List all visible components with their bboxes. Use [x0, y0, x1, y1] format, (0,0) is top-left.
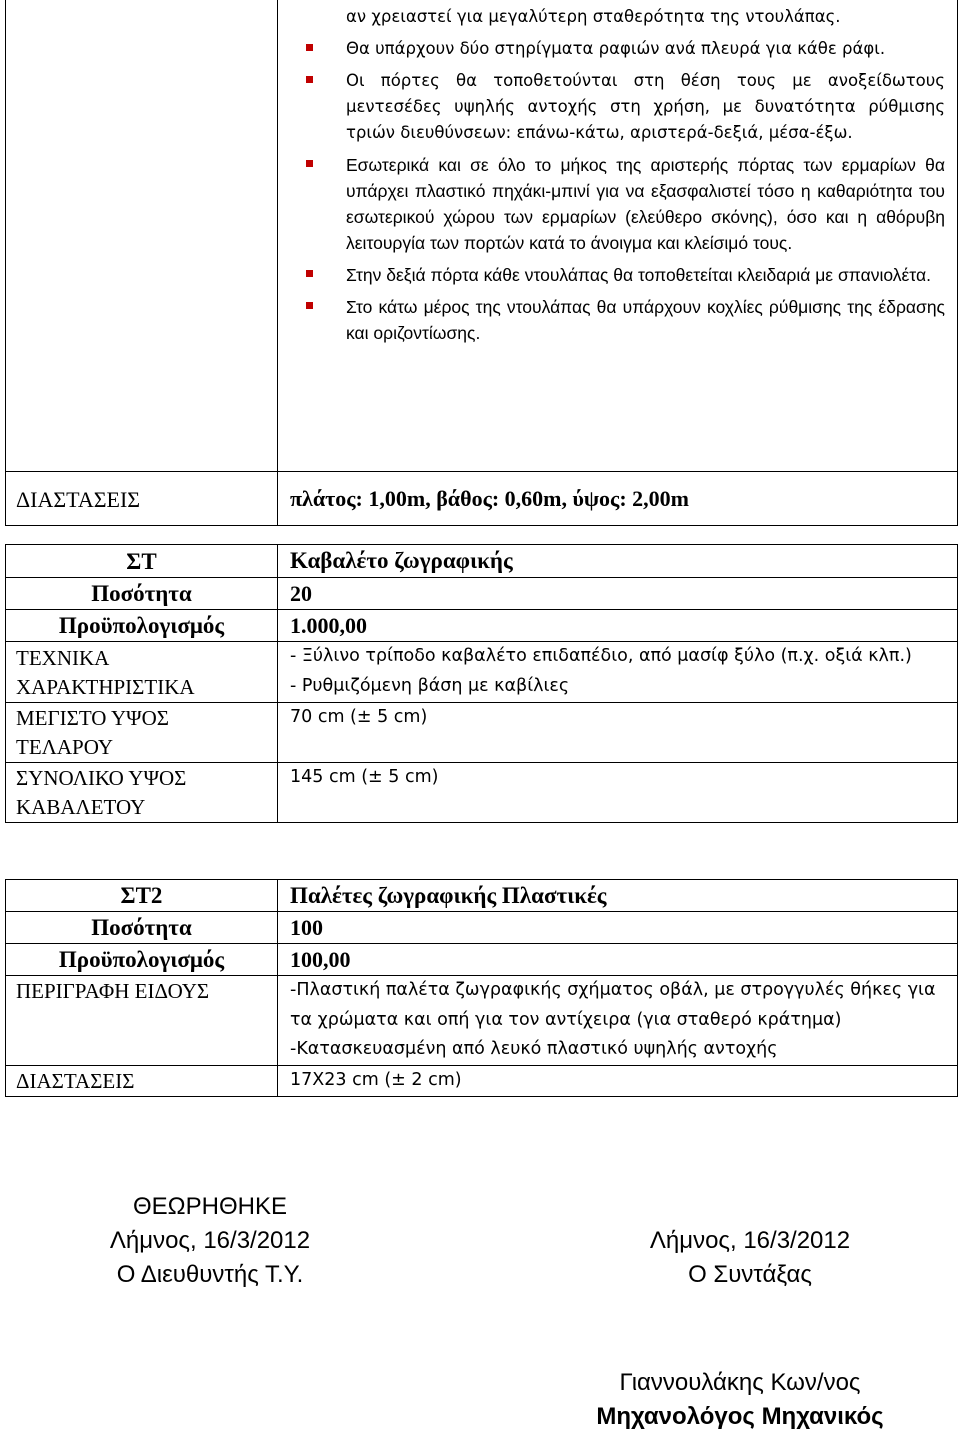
- total-height-value: 145 cm (± 5 cm): [278, 763, 958, 823]
- approval-heading: ΘΕΩΡΗΘΗΚΕ: [133, 1193, 287, 1220]
- item-title: Καβαλέτο ζωγραφικής: [278, 545, 958, 578]
- description-list: [278, 976, 958, 1066]
- author-signature: [560, 1366, 920, 1434]
- wardrobe-bullets-cell: [278, 0, 958, 472]
- dimensions-value: πλάτος: 1,00m, βάθος: 0,60m, ύψος: 2,00m: [278, 472, 958, 526]
- quantity-value: 100: [278, 912, 958, 944]
- description-label: ΠΕΡΙΓΡΑΦΗ ΕΙΔΟΥΣ: [6, 976, 278, 1066]
- bullet-square-icon: [306, 160, 313, 167]
- canvas-height-label: ΜΕΓΙΣΤΟ ΥΨΟΣ ΤΕΛΑΡΟΥ: [6, 703, 278, 763]
- list-item: -Κατασκευασμένη από λευκό πλαστικό υψηλής αντοχής: [290, 1039, 778, 1059]
- list-item: Στην δεξιά πόρτα κάθε ντουλάπας θα τοποθετείται κλειδαριά με σπανιολέτα.: [306, 262, 945, 288]
- dimensions-value: 17Χ23 cm (± 2 cm): [278, 1065, 958, 1096]
- item-title: Παλέτες ζωγραφικής Πλαστικές: [278, 880, 958, 912]
- list-item: Στο κάτω μέρος της ντουλάπας θα υπάρχουν κοχλίες ρύθμισης της έδρασης και οριζοντίωσης.: [306, 294, 945, 346]
- easel-spec-table: [5, 544, 958, 823]
- quantity-label: Ποσότητα: [6, 578, 278, 610]
- list-item: Οι πόρτες θα τοποθετούνται στη θέση τους με ανοξείδωτους μεντεσέδες υψηλής αντοχής στη χρήση, με δυνατότητα ρύθμισης τριών διευθύνσεων: επάνω-κάτω, αριστερά-δεξιά, μέσα-έξω.: [306, 68, 945, 146]
- quantity-label: Ποσότητα: [6, 912, 278, 944]
- wardrobe-spec-table: [5, 0, 958, 526]
- budget-label: Προϋπολογισμός: [6, 944, 278, 976]
- list-item: αν χρειαστεί για μεγαλύτερη σταθερότητα της ντουλάπας.: [346, 7, 841, 26]
- list-item: - Ρυθμιζόμενη βάση με καβίλιες: [290, 675, 570, 696]
- canvas-height-value: 70 cm (± 5 cm): [278, 703, 958, 763]
- author-date: Λήμνος, 16/3/2012: [649, 1227, 851, 1254]
- approval-date: Λήμνος, 16/3/2012: [109, 1227, 311, 1254]
- bullet-square-icon: [306, 76, 313, 83]
- dimensions-label: ΔΙΑΣΤΑΣΕΙΣ: [6, 472, 278, 526]
- author-role: Ο Συντάξας: [688, 1261, 812, 1288]
- palette-spec-table: [5, 879, 958, 1097]
- list-item: - Ξύλινο τρίποδο καβαλέτο επιδαπέδιο, από μασίφ ξύλο (π.χ. οξιά κλπ.): [290, 646, 912, 666]
- budget-label: Προϋπολογισμός: [6, 610, 278, 642]
- total-height-label: ΣΥΝΟΛΙΚΟ ΥΨΟΣ ΚΑΒΑΛΕΤΟΥ: [6, 763, 278, 823]
- author-name: Γιαννουλάκης Κων/νος: [619, 1369, 861, 1396]
- quantity-value: 20: [278, 578, 958, 610]
- item-code: ΣΤ2: [6, 880, 278, 912]
- bullet-square-icon: [306, 302, 313, 309]
- budget-value: 1.000,00: [278, 610, 958, 642]
- approval-role: Ο Διευθυντής Τ.Υ.: [116, 1261, 304, 1288]
- list-item: Εσωτερικά και σε όλο το μήκος της αριστερής πόρτας των ερμαρίων θα υπάρχει πλαστικό πηχάκι-μπινί για να εξασφαλιστεί τόσο η καθαριότητα του εσωτερικού χώρου των ερμαρίων (ελεύθερο σκόνης), όσο και η αθόρυβη λειτουργία των πορτών κατά το άνοιγμα και κλείσιμό τους.: [306, 152, 945, 256]
- item-code: ΣΤ: [6, 545, 278, 578]
- list-item: Θα υπάρχουν δύο στηρίγματα ραφιών ανά πλευρά για κάθε ράφι.: [306, 36, 945, 62]
- budget-value: 100,00: [278, 944, 958, 976]
- bullet-square-icon: [306, 270, 313, 277]
- specs-label: ΤΕΧΝΙΚΑ ΧΑΡΑΚΤΗΡΙΣΤΙΚΑ: [6, 642, 278, 703]
- signature-right: [620, 1224, 880, 1292]
- author-title: Μηχανολόγος Μηχανικός: [596, 1403, 884, 1430]
- signature-left: [80, 1190, 340, 1292]
- specs-list: [278, 642, 958, 703]
- wardrobe-bullet-list: [306, 4, 945, 346]
- wardrobe-label-cell: [6, 0, 278, 472]
- dimensions-label: ΔΙΑΣΤΑΣΕΙΣ: [6, 1065, 278, 1096]
- list-item: -Πλαστική παλέτα ζωγραφικής σχήματος οβάλ, με στρογγυλές θήκες για τα χρώματα και οπή για τον αντίχειρα (για σταθερό κράτημα): [290, 980, 936, 1030]
- bullet-square-icon: [306, 44, 313, 51]
